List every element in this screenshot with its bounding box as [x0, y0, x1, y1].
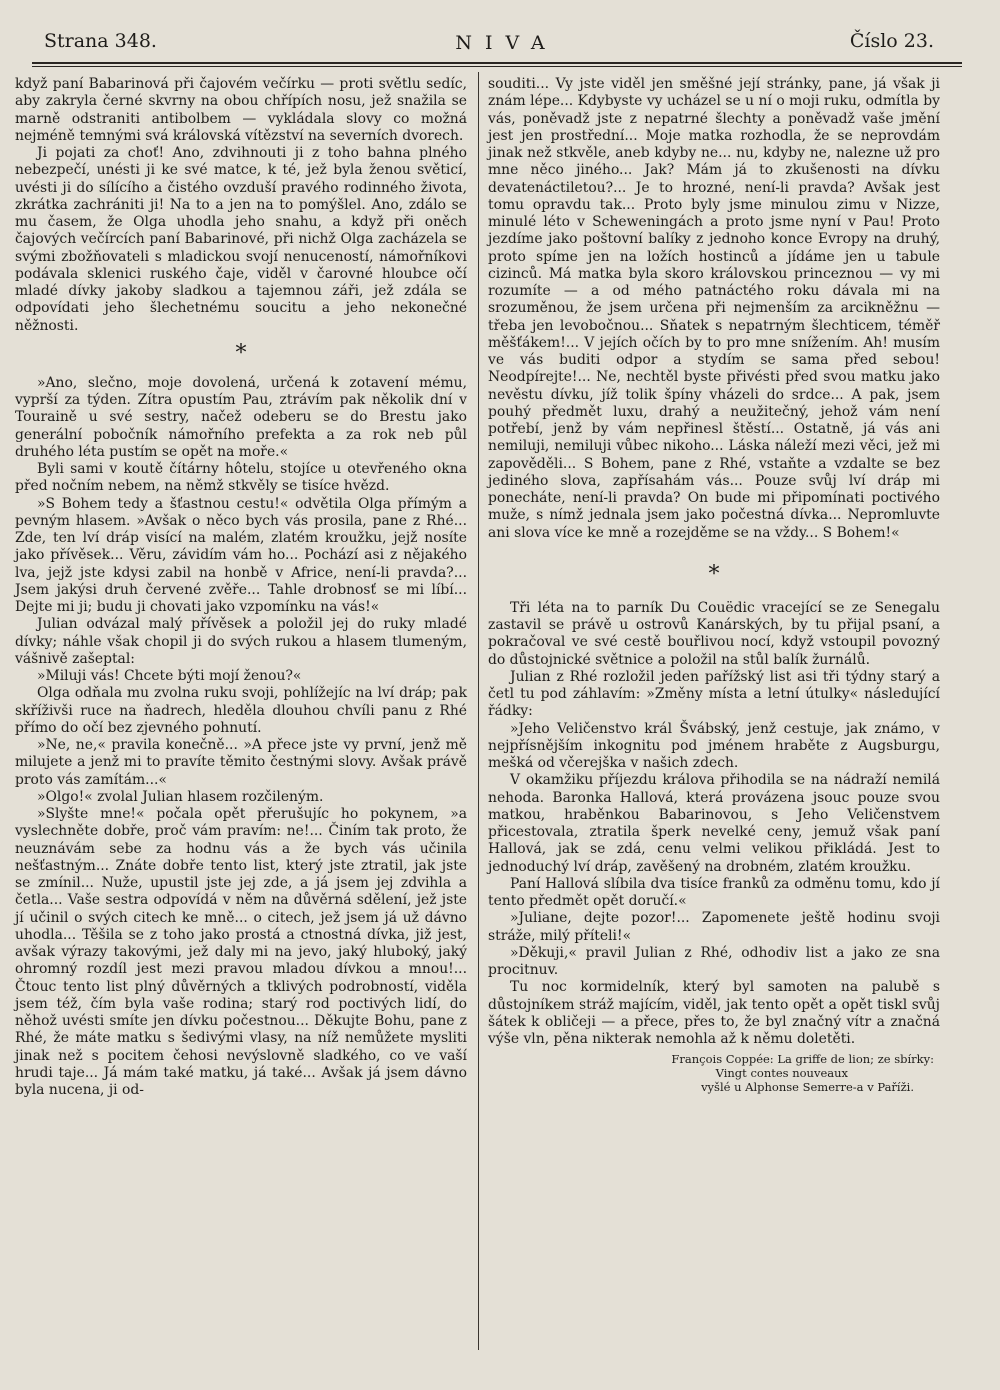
- paragraph: »Juliane, dejte pozor!... Zapomenete ještě hodinu svoji stráže, milý příteli!«: [488, 910, 940, 944]
- paragraph: Julian z Rhé rozložil jeden pařížský list asi tři týdny starý a četl tu pod záhlavím: »Změny místa a letní útulky« následující řádky:: [488, 668, 940, 720]
- paragraph: souditi... Vy jste viděl jen směšné její stránky, pane, já však ji znám lépe... Kdybyste vy ucházel se u ní o moji ruku, odmítla by vás, poněvadž jste z nepatrné šlechty a poněvadž vaše jmění jest jen prostřední... Moje matka rozhodla, že se neprovdám jinak než stkvěle, aneb kdyby ne... nu, kdyby ne, nalezne už pro mne něco jiného... Jak? Mám já to zkušenosti na dívku devatenáctiletou?... Je to hrozné, není-li pravda? Avšak jest tomu opravdu tak... Proto byly jsme minulou zimu v Nizze, minulé léto v Scheweningách a proto jsme nyní v Pau! Proto jezdíme jako poštovní balíky z jednoho konce Evropy na druhý, proto spíme jen na ložích hostinců a jídáme jen u tabule cizinců. Má matka byla skoro královskou princeznou — vy mi rozumíte — a od mého patnáctého roku dávala mi na srozuměnou, že jsem určena při nejmenším za arcikněžnu — třeba jen levobočnou... Sňatek s nepatrným šlechticem, téměř měšťákem!... V jejích očích by to pro mne snížením. Ah! musím ve vás buditi odpor a stydím se sama před sebou! Neodpírejte!... Ne, nechtěl byste přivésti před svou matku jako nevěstu dívku, jíž tolik špíny vházeli do srdce... A pak, jsem pouhý předmět luxu, drahý a neužitečný, jehož vám není potřebí, jenž by vám nepřinesl štěstí... Ostatně, já vás ani nemiluji, nemiluji vůbec nikoho... Láska náleží mezi věci, jež mi zapověděli... S Bohem, pane z Rhé, vstaňte a vzdalte se bez jediného slova, zapřísahám vás... Pouze svůj lví dráp mi ponecháte, není-li pravda? On bude mi připomínati poctivého muže, s nímž jednala jsem jako počestná dívka... Nepromluvte ani slova více ke mně a rozejděme se na vždy... S Bohem!«: [488, 76, 940, 541]
- column-divider: [478, 72, 479, 1350]
- paragraph: »Děkuji,« pravil Julian z Rhé, odhodiv list a jako ze sna procitnuv.: [488, 944, 940, 978]
- page-header: [0, 30, 1000, 62]
- source-credit: [488, 1052, 940, 1094]
- section-separator-asterisk: *: [708, 561, 720, 587]
- paragraph: Tři léta na to parník Du Couëdic vracející se ze Senegalu zastavil se právě u ostrovů Kanárských, by tu přijal psaní, a pokračoval ve své cestě bouřlivou nocí, když vstoupil povozný do důstojnické světnice a položil na stůl balík žurnálů.: [488, 599, 940, 668]
- credit-line: Vingt contes nouveaux: [715, 1066, 848, 1081]
- right-column: [488, 76, 940, 1094]
- magazine-title: NIVA: [455, 32, 558, 54]
- issue-number: Číslo 23.: [849, 30, 934, 52]
- paragraph: »Ano, slečno, moje dovolená, určená k zotavení mému, vyprší za týden. Zítra opustím Pau, ztrávím pak několik dní v Touraině u své sestry, načež odeberu se do Brestu jako generální pobočník námořního prefekta a za rok neb půl druhého léta pustím se opět na moře.«: [15, 374, 467, 460]
- page-number: Strana 348.: [44, 30, 157, 52]
- credit-line: vyšlé u Alphonse Semerre-a v Paříži.: [701, 1080, 914, 1095]
- header-rule: [32, 62, 962, 64]
- paragraph: »Ne, ne,« pravila konečně... »A přece jste vy první, jenž mě milujete a jenž mi to pravíte těmito čestnými slovy. Avšak právě proto vás zamítám...«: [15, 737, 467, 788]
- paragraph: Tu noc kormidelník, který byl samoten na palubě s důstojníkem stráž majícím, viděl, jak tento opět a opět tiskl svůj šátek k obličeji — a přece, přes to, že byl značný vítr a značná výše vln, pěna nikterak nemohla až k němu doletěti.: [488, 979, 940, 1047]
- paragraph: »Jeho Veličenstvo král Švábský, jenž cestuje, jak známo, v nejpřísnějším inkognitu pod jménem hraběte z Augsburgu, mešká od včerejška v našich zdech.: [488, 720, 940, 771]
- section-separator-asterisk: *: [235, 340, 247, 366]
- paragraph: Paní Hallová slíbila dva tisíce franků za odměnu tomu, kdo jí tento předmět opět doručí.«: [488, 875, 940, 909]
- paragraph: Olga odňala mu zvolna ruku svoji, pohlížejíc na lví dráp; pak skříživši ruce na ňadrech, hleděla dlouhou chvíli panu z Rhé přímo do očí bez zjevného pohnutí.: [15, 685, 467, 736]
- paragraph: »Slyšte mne!« počala opět přerušujíc ho pokynem, »a vyslechněte dobře, proč vám pravím: ne!... Činím tak proto, že neuznávám sebe za hodnu vás a že bych vás učinila nešťastným... Znáte dobře tento list, který jste ztratil, jak jste se zmínil... Nuže, upustil jste jej zde, a já jsem jej zdvihla a četla... Vaše sestra odpovídá v něm na důvěrná sdělení, jež jste jí učinil o svých citech ke mně... o citech, jež jsem já už dávno uhodla... Těšila se z toho jako prostá a ctnostná dívka, již jest, avšak výrazy takovými, jež daly mi na jevo, jaký hluboký, jaký ohromný rozdíl jest mezi pravou mladou dívkou a mnou!... Čtouc tento list plný důvěrných a tklivých podrobností, viděla jsem též, čím byla vaše rodina; starý rod poctivých lidí, do něhož uvésti smíte jen dívku počestnou... Děkujte Bohu, pane z Rhé, že máte matku s šedivými vlasy, na níž nemůžete mysliti jinak než s pocitem čehosi nevýslovně sladkého, co ve vaší hrudi taje... Já mám také matku, já také... Avšak já jsem dávno byla nucena, ji od-: [15, 806, 467, 1098]
- header-rule-thin: [32, 66, 962, 67]
- credit-line: François Coppée: La griffe de lion; ze sbírky:: [671, 1052, 934, 1067]
- paragraph: V okamžiku příjezdu králova přihodila se na nádraží nemilá nehoda. Baronka Hallová, která provázena jsouc pouze svou matkou, hraběnkou Babarinovou, s Jeho Veličenstvem přicestovala, ztratila šperk nevelké ceny, jemuž však paní Hallová, jak se zdá, cenu velmi velikou přikládá. Jest to jednoduchý lví dráp, zavěšený na drobném, zlatém kroužku.: [488, 772, 940, 875]
- paragraph: Ji pojati za choť! Ano, zdvihnouti ji z toho bahna plného nebezpečí, unésti ji ke své matce, k té, jež byla ženou světicí, uvésti ji do sílícího a čistého ovzduší pravého rodinného života, zkrátka zachrániti ji! Na to a jen na to pomýšlel. Ano, zdálo se mu časem, že Olga uhodla jeho snahu, a když při oněch čajových večírcích paní Babarinové, při nichž Olga zacházela se svými zbožňovateli s mladickou svojí nenuceností, námořníkovi podávala sklenici ruského čaje, viděl v čarovné hloubce očí mladé dívky jakoby sladkou a tajemnou záři, jež zdála se odpovídati jeho šlechetnému soucitu a jeho nekonečné něžnosti.: [15, 145, 467, 334]
- paragraph: Julian odvázal malý přívěsek a položil jej do ruky mladé dívky; náhle však chopil ji do svých rukou a hlasem tlumeným, vášnivě zašeptal:: [15, 616, 467, 667]
- paragraph: když paní Babarinová při čajovém večírku — proti světlu sedíc, aby zakryla černé skvrny na obou chřípích nosu, jež snažila se marně odstraniti antibolbem — vykládala slovy co možná nejméně temnými svá královská vítězství na severních dvorech.: [15, 76, 467, 144]
- paragraph: »Olgo!« zvolal Julian hlasem rozčileným.: [37, 788, 324, 805]
- paragraph: »S Bohem tedy a šťastnou cestu!« odvětila Olga přímým a pevným hlasem. »Avšak o něco bych vás prosila, pane z Rhé... Zde, ten lví dráp visící na malém, zlatém kroužku, jejž nosíte jako přívěsek... Věru, závidím vám ho... Pochází asi z nějakého lva, jejž jste kdysi zabil na honbě v Africe, není-li pravda?... Jsem jakýsi druh červené zvěře... Tahle drobnosť se mi líbí... Dejte mi ji; budu ji chovati jako vzpomínku na vás!«: [15, 495, 467, 615]
- left-column: [15, 76, 467, 1099]
- paragraph: »Miluji vás! Chcete býti mojí ženou?«: [37, 668, 302, 684]
- paragraph: Byli sami v koutě čítárny hôtelu, stojíce u otevřeného okna před nočním nebem, na němž stkvěly se tisíce hvězd.: [15, 461, 467, 495]
